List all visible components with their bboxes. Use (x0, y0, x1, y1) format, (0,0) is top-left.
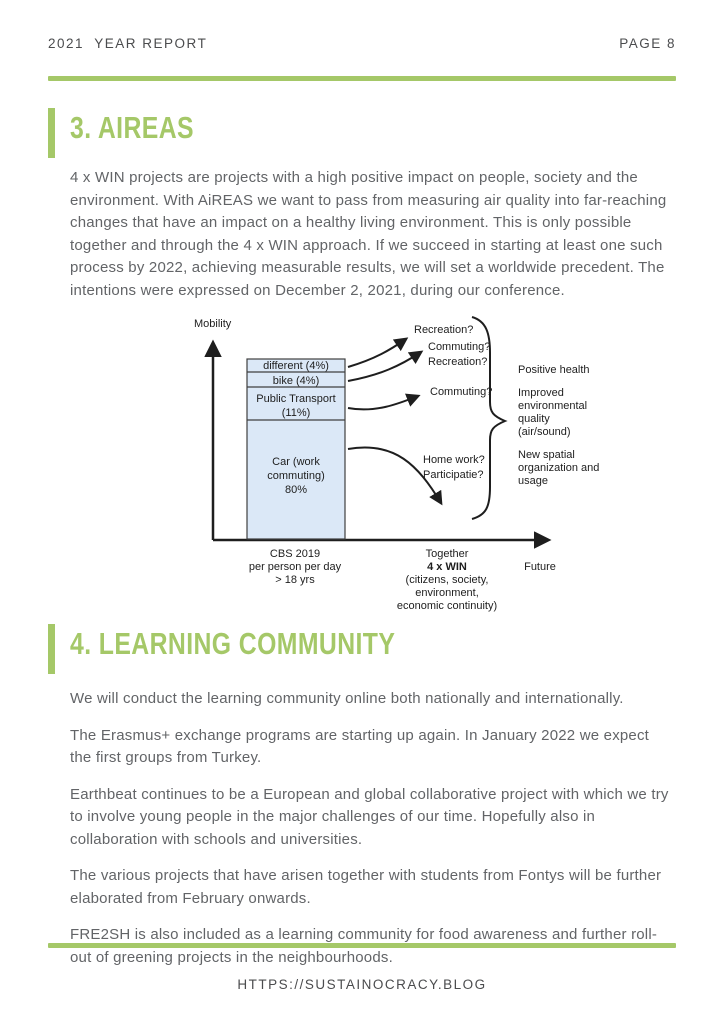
xlabel-together-1: Together (425, 548, 469, 560)
segment-car-label-1: Car (work (272, 456, 320, 468)
mobility-diagram-svg (180, 307, 610, 619)
section3-accent-bar (48, 108, 55, 158)
stacked-bar (247, 359, 345, 539)
segment-different-label: different (4%) (263, 360, 329, 372)
page-footer (48, 943, 676, 994)
segment-pt-label-1: Public Transport (256, 393, 336, 405)
section3-heading-block (48, 108, 676, 158)
section4-paragraph-1: We will conduct the learning community online both nationally and internationally. (70, 690, 624, 707)
outcome-spatial-3: usage (518, 475, 548, 487)
xlabel-4xwin: 4 x WIN (427, 561, 467, 573)
y-axis-label: Mobility (194, 318, 232, 330)
header-rule (48, 76, 676, 81)
label-home-work: Home work? (423, 454, 485, 466)
label-commuting-2: Commuting? (430, 386, 493, 398)
segment-car-label-2: commuting) (267, 470, 325, 482)
section4-accent-bar (48, 624, 55, 674)
segment-bike-label: bike (4%) (272, 375, 320, 387)
page-header (48, 36, 676, 51)
xlabel-together-3: (citizens, society, (405, 574, 489, 586)
section3-paragraph: 4 x WIN projects are projects with a high positive impact on people, society and the environment. With AiREAS we want to pass from measuring air quality into far-reaching changes that have an impact on a healthy living environment. This is only possible together and through the 4 x WIN approach. If we succeed in starting at least one such process by 2022, achieving measurable results, we will set a worldwide precedent. The intentions were expressed on December 2, 2021, during our conference. (70, 169, 667, 299)
label-participatie: Participatie? (423, 469, 484, 481)
mobility-diagram (180, 307, 676, 624)
outcome-improved-2: environmental (518, 400, 588, 412)
section4-paragraph-4: The various projects that have arisen together with students from Fontys will be further elaborated from February onwards. (70, 867, 662, 907)
section3-title: 3. AIREAS (70, 110, 194, 145)
section4-paragraph-5: FRE2SH is also included as a learning community for food awareness and further roll-out of greening projects in the neighbourhoods. (70, 926, 658, 966)
section4-paragraph-3: Earthbeat continues to be a European and global collaborative project with which we try to involve young people in the major challenges of our time. Hopefully also in collaboration with schools and universities. (70, 785, 669, 848)
section4-heading-block (48, 624, 676, 674)
arrow-public-transport (348, 396, 418, 409)
outcome-improved-1: Improved (518, 387, 564, 399)
label-recreation-2: Recreation? (428, 356, 488, 368)
outcome-spatial-1: New spatial (518, 449, 575, 461)
xlabel-cbs-3: > 18 yrs (275, 574, 315, 586)
xlabel-cbs-2: per person per day (248, 561, 342, 573)
section4-body (70, 688, 670, 969)
section4-title: 4. LEARNING COMMUNITY (70, 626, 396, 661)
label-commuting-1: Commuting? (428, 341, 491, 353)
arrow-bike (348, 352, 421, 381)
segment-car-label-3: 80% (284, 484, 308, 496)
footer-rule (48, 943, 676, 948)
page-number: PAGE 8 (619, 36, 676, 51)
xlabel-together-5: economic continuity) (396, 600, 498, 612)
section3-body (70, 167, 670, 302)
section4-paragraph-2: The Erasmus+ exchange programs are starting up again. In January 2022 we expect the first groups from Turkey. (70, 726, 650, 766)
xlabel-cbs-1: CBS 2019 (269, 548, 321, 560)
outcome-positive-health: Positive health (518, 364, 590, 376)
xlabel-together-4: environment, (415, 587, 479, 599)
outcome-improved-4: (air/sound) (518, 426, 571, 438)
footer-blog-link[interactable]: HTTPS://SUSTAINOCRACY.BLOG (237, 977, 487, 992)
arrow-different (348, 339, 406, 367)
label-recreation: Recreation? (414, 324, 474, 336)
outcome-spatial-2: organization and (518, 462, 600, 474)
segment-pt-label-2: (11%) (281, 407, 311, 419)
outcome-improved-3: quality (518, 413, 550, 425)
report-title: 2021 YEAR REPORT (48, 36, 208, 51)
xlabel-future: Future (524, 561, 556, 573)
